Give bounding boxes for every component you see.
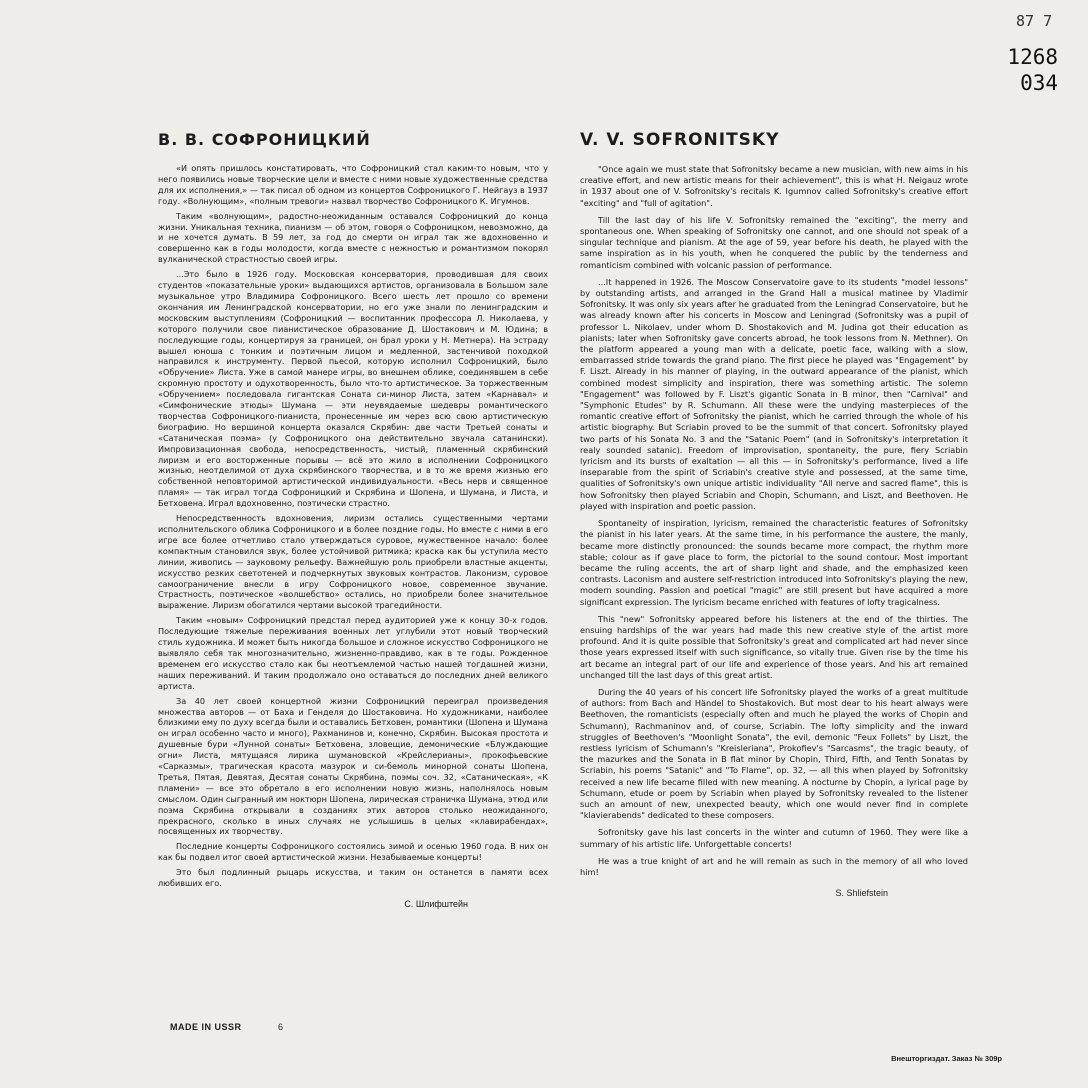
russian-paragraph: Таким «волнующим», радостно-неожиданным оставался Софроницкий до конца жизни. Уникальная техника, пианизм — об этом, говоря о Софроницком, невозможно, да и не хочется думать. В 59 лет, за год до смерти он играл так же вдохновенно и совершенно как в годы молодости, когда вместе с нежностью и романтизмом покорял вулканической страстностью своей игры. <box>158 210 548 265</box>
english-column <box>580 130 968 898</box>
english-paragraph: Spontaneity of inspiration, lyricism, remained the characteristic features of Sofronitsky the pianist in his later years. At the same time, in his performance the austere, the manly, became more distinctly pronounced: the sounds became more compact, the rhythm more stable; colour as if gave place to form, the pictorial to the sound contour. Most important became the ruling accents, the art of sharp light and shade, and the emphasized keen contrasts. Laconism and austere self-restriction introduced into Sofronitsky's playing the new, modern sounding. Passion and poetical "magic" are still present but have acquired a more significant expression. The lyricism became enriched with features of lofty tragicalness. <box>580 518 968 607</box>
catalog-number <box>1007 44 1058 96</box>
made-in-label: MADE IN USSR <box>170 1022 242 1032</box>
english-paragraph: "Once again we must state that Sofronitsky became a new musician, with new aims in his creative effort, and new artistic means for their achievement", this is what H. Neigauz wrote in 1937 about one of V. Sofronitsky's recitals K. Igumnov called Sofronitsky's creative effort "exciting" and "full of agitation". <box>580 164 968 208</box>
english-paragraph: During the 40 years of his concert life Sofronitsky played the works of a great multitude of authors: from Bach and Händel to Shostakovich. But most dear to his heart always were Beethoven, the romanticists (especially often and much he played the works of Chopin and Schumann), Rachmaninov and, of course, Scriabin. The lofty simplicity and the inward struggles of Beethoven's "Moonlight Sonata", the evil, demonic "Feux Follets" by Liszt, the restless lyricism of Schumann's "Kreisleriana", Prokofiev's "Sarcasms", the tragic beauty, of the mazurkes and the Sonata in B flat minor by Chopin, Third, Fifth, and Tenth Sonatas by Scriabin, his poems "Satanic" and "To Flame", op. 32, — all this when played by Sofronitsky received a new life became filled with new meaning. A nocturne by Chopin, a lyrical page by Schumann, etude or poem by Scriabin when played by Sofronitsky revealed to the listener such an amount of new, unexpected beauty, which one would never find in complete "klavierabends" dedicated to these composers. <box>580 686 968 821</box>
english-paragraph: He was a true knight of art and he will remain as such in the memory of all who loved him! <box>580 855 968 877</box>
handwritten-note: 87 7 <box>1016 12 1053 30</box>
page-number: 6 <box>278 1022 284 1032</box>
russian-title: В. В. СОФРОНИЦКИЙ <box>158 130 371 149</box>
russian-paragraph: За 40 лет своей концертной жизни Софроницкий переиграл произведения множества авторов — от Баха и Генделя до Шостаковича. Но художниками, наиболее близкими ему по духу всегда были и оставались Бетховен, романтики (Шопена и Шумана он играл особенно часто и много), Рахманинов и, конечно, Скрябин. Высокая простота и душевные бури «Лунной сонаты» Бетховена, зловещие, демонические «Блуждающие огни» Листа, мятущаяся лирика шумановской «Крейслерианы», прокофьевские «Сарказмы», трагическая красота мазурок и си-бемоль минорной сонаты Шопена, Третья, Пятая, Девятая, Десятая сонаты Скрябина, поэмы соч. 32, «Сатаническая», «К пламени» — все это обретало в его исполнении новую жизнь, наполнялось новым смыслом. Один сыгранный им ноктюрн Шопена, лирическая страничка Шумана, этюд или поэма Скрябина открывали в созданиях этих авторов столько неожиданного, прекрасного, сколько в иных случаях не услышишь в целых «клавирабендах», посвященных их творчеству. <box>158 695 548 837</box>
russian-signature: С. Шлифштейн <box>404 899 468 909</box>
catalog-line-1: 1268 <box>1007 45 1058 69</box>
english-paragraph: ...It happened in 1926. The Moscow Conservatoire gave to its students "model lessons" by outstanding artists, and arranged in the Grand Hall a musical matinee by Vladimir Sofronitsky. It was only six years after he graduated from the Leningrad Conservatoire, but he was already known after his concerts in Moscow and Leningrad (Sofronitsky was a pupil of professor L. Nikolaev, under whom D. Shostakovich and M. Judina got their education as pianists; later when Sofronitsky gave concerts abroad, he took lessons from N. Methner). On the platform appeared a young man with a delicate, poetic face, walking with a slow, embarrassed stride towards the grand piano. The first piece he played was "Engagement" by F. Liszt. Already in his manner of playing, in the outward appearance of the pianist, which combined modest simplicity and inspiration, there was something artistic. The solemn "Engagement" was followed by F. Liszt's gigantic Sonata in B minor, then "Carnival" and "Symphonic Etudes" by R. Schumann. All these were the undying masterpieces of the romantic creative effort of Sofronitsky the pianist, which he carried through the whole of his artistic biography. But Scriabin proved to be the summit of that concert. Sofronitsky played two parts of his Sonata No. 3 and the "Satanic Poem" (and in Sofronitsky's interpretation it realy sounded satanic). Freedom of improvisation, spontaneity, the pure, fiery Scriabin lyricism and its bursts of exaltation — all this — in Sofronitsky's performance, lived a life inseparable from the spirit of Scriabin's creative style and possessed, at the same time, qualities of Sofronitsky's own unique artistic individuality "All nerve and sacred flame", this is how Sofronitsky then played Scriabin and Chopin, Schumann, and Liszt, and Beethoven. He played with inspiration and poetic passion. <box>580 276 968 511</box>
russian-column <box>158 130 548 909</box>
english-signature: S. Shliefstein <box>835 888 888 899</box>
russian-paragraph: «И опять пришлось констатировать, что Софроницкий стал каким-то новым, что у него появились новые творческие цели и вместе с ними новые художественные средства для их исполнения,» — так писал об одном из концертов Софроницкого Г. Нейгауз в 1937 году. «Волнующим», «полным тревоги» назвал творчество Софроницкого К. Игумнов. <box>158 163 548 206</box>
russian-paragraph: Непосредственность вдохновения, лиризм остались существенными чертами исполнительского облика Софроницкого и в более поздние годы. Но вместе с ними в его игре все более отчетливо стало утверждаться суровое, мужественное начало: более компактным становился звук, более устойчивой ритмика; краска как бы уступила место линии, живопись — зауковому рельефу. Важнейшую роль приобрели властные акценты, искусство резких светотеней и подчеркнутых звуковых контрастов. Лаконизм, суровое самоограничение внесли в игру Софроницкого новое, современное звучание. Страстность, поэтическое «волшебство» остались, но приобрели более значительное выражение. Лиризм обогатился чертами высокой трагедийности. <box>158 513 548 611</box>
english-paragraph: This "new" Sofronitsky appeared before his listeners at the end of the thirties. The ensuing hardships of the war years had made this new creative style of the artist more profound. And it is quite possible that Sofronitsky's great and complicated art had never since those years expressed itself with such significance, so vitally true. Given rise by the time his art became an integral part of our life and experience of those years. And his art remained unchanged till the last days of this great artist. <box>580 613 968 680</box>
russian-paragraph: Это был подлинный рыцарь искусства, и таким он останется в памяти всех любивших его. <box>158 867 548 889</box>
russian-paragraph: Таким «новым» Софроницкий предстал перед аудиторией уже к концу 30-х годов. Последующие тяжелые переживания военных лет углубили этот новый творческий стиль художника. И может быть никогда большое и сложное искусство Софроницкого не выявляло себя так многозначительно, жизненно-правдиво, как в те годы. Рожденное временем его искусство стало как бы неотъемлемой частью нашей тогдашней жизни, наших переживаний. И таким продолжало оно оставаться до последних дней великого артиста. <box>158 615 548 691</box>
russian-paragraph: ...Это было в 1926 году. Московская консерватория, проводившая для своих студентов «показательные уроки» выдающихся артистов, организовала в Большом зале музыкальное утро Владимира Софроницкого. Всего шесть лет прошло со времени окончания им Ленинградской консерватории, но его уже знали по ленинградским и московским выступлениям (Софроницкий — воспитанник профессора Л. Николаева, у которого получили свое пианистическое образование Д. Шостакович и М. Юдина; в последующие годы, концертируя за границей, он брал уроки у Н. Метнера). На эстраду вышел юноша с тонким и поэтичным лицом и медленной, застенчивой походкой направился к инструменту. Первой пьесой, которую исполнил Софроницкий, было «Обручение» Листа. Уже в самой манере игры, во внешнем облике, соединявшем в себе скромную простоту и одухотворенность, было что-то артистическое. За торжественным «Обручением» последовала гигантская Соната си-минор Листа, затем «Карнавал» и «Симфонические этюды» Шумана — эти неувядаемые шедевры романтического творчества Софроницкого-пианиста, пронесенные им через всю свою артистическую биографию. Но вершиной концерта оказался Скрябин: две части Третьей сонаты и «Сатаническая поэма» (у Софроницкого она действительно звучала сатанински). Импровизационная свобода, непосредственность, чистый, пламенный скрябинский лиризм и его восторженные порывы — всё это жило в исполнении Софроницкого жизнью, неотделимой от духа скрябинского творчества, и в то же время жизнью его собственной неповторимой артистической индивидуальности. «Весь нерв и священное пламя» — так играл тогда Софроницкий и Скрябина и Шопена, и Шумана, и Листа, и Бетховена. Играл вдохновенно, поэтически страстно. <box>158 269 548 509</box>
catalog-line-2: 034 <box>1020 71 1058 95</box>
printer-imprint: Внешторгиздат. Заказ № 309р <box>891 1054 1002 1063</box>
english-title: V. V. SOFRONITSKY <box>580 130 780 150</box>
english-paragraph: Sofronitsky gave his last concerts in the winter and cutumn of 1960. They were like a summary of his artistic life. Unforgettable concerts! <box>580 827 968 849</box>
english-paragraph: Till the last day of his life V. Sofronitsky remained the "exciting", the merry and spontaneous one. When speaking of Sofronitsky one cannot, and one should not speak of a singular technique and pianism. At the age of 59, year before his death, he played with the same inspiration as in his youth, when he conquered the public by the tenderness and romanticism combined with volcanic passion of performance. <box>580 214 968 270</box>
russian-paragraph: Последние концерты Софроницкого состоялись зимой и осенью 1960 года. В них он как бы подвел итог своей артистической жизни. Незабываемые концерты! <box>158 841 548 863</box>
